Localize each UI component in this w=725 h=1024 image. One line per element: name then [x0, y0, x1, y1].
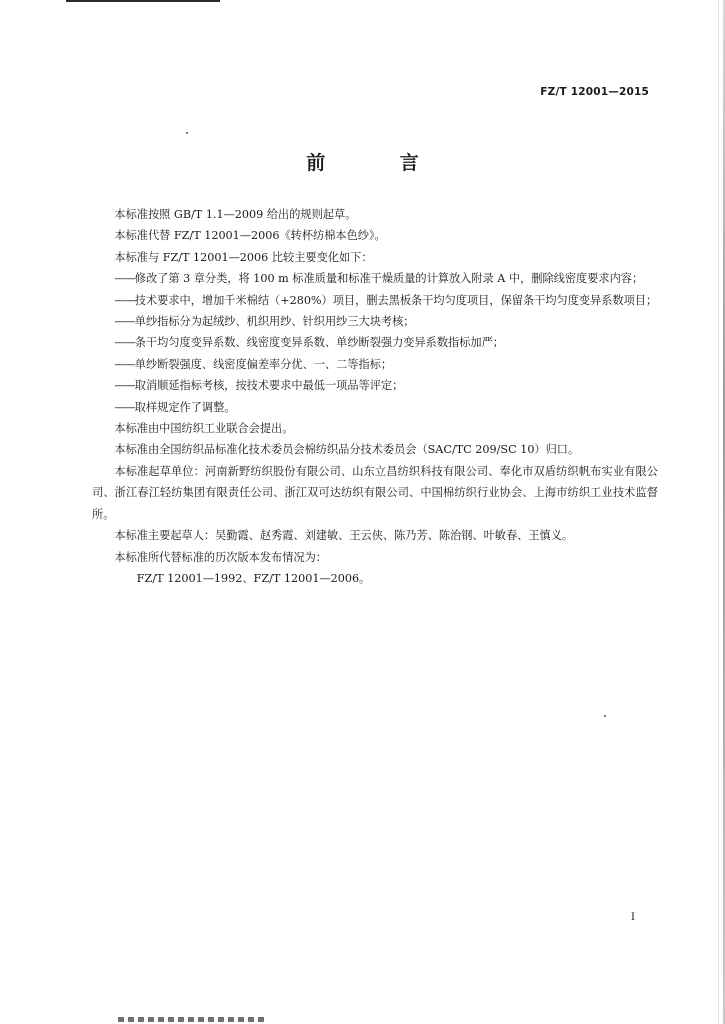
list-dash: —— — [114, 357, 135, 371]
paragraph: 本标准由中国纺织工业联合会提出。 — [114, 422, 294, 436]
list-item — [114, 375, 658, 396]
scan-artifact-top-line — [66, 0, 220, 2]
paragraph: 本标准主要起草人：吴勤霞、赵秀霞、刘建敏、王云侠、陈乃芳、陈治钢、叶敏春、王慎义。 — [114, 529, 574, 543]
list-dash: —— — [114, 336, 135, 350]
list-item-text: 取消顺延指标考核，按技术要求中最低一项品等评定； — [134, 379, 404, 393]
list-dash: —— — [114, 293, 135, 307]
paragraph: 本标准起草单位：河南新野纺织股份有限公司、山东立昌纺织科技有限公司、奉化市双盾纺织帆布实业有限公司、浙江春江轻纺集团有限责任公司、浙江双可达纺织有限公司、中国棉纺织行业协会、上海市纺织工业技术监督所。 — [92, 464, 658, 521]
list-dash: —— — [114, 272, 135, 286]
paragraph: FZ/T 12001—1992、FZ/T 12001—2006。 — [136, 571, 371, 585]
list-item — [114, 354, 658, 375]
list-dash: —— — [114, 400, 135, 414]
list-item — [114, 268, 658, 289]
list-dash: —— — [114, 379, 135, 393]
list-dash: —— — [114, 315, 135, 329]
paragraph: 本标准所代替标准的历次版本发布情况为： — [114, 550, 327, 564]
list-item-text: 单纱断裂强度、线密度偏差率分优、一、二等指标； — [134, 357, 393, 371]
scan-speck — [186, 132, 188, 134]
list-item-text: 修改了第 3 章分类，将 100 m 标准质量和标准干燥质量的计算放入附录 A 中，删除线密度要求内容； — [134, 272, 644, 286]
paragraph: 本标准由全国纺织品标准化技术委员会棉纺织品分技术委员会（SAC/TC 209/SC 10）归口。 — [114, 443, 580, 457]
list-item — [114, 311, 658, 332]
list-item — [114, 332, 658, 353]
paragraph: 本标准代替 FZ/T 12001—2006《转杯纺棉本色纱》。 — [114, 229, 386, 243]
document-body — [92, 204, 658, 589]
list-item — [114, 397, 658, 418]
scan-speck — [604, 715, 606, 717]
list-item — [114, 290, 658, 311]
page-number: I — [631, 912, 635, 923]
list-item-text: 技术要求中，增加千米棉结（+280%）项目，删去黑板条干均匀度项目，保留条干均匀度变异系数项目； — [134, 293, 658, 307]
scan-artifact-bottom — [118, 1017, 268, 1022]
page-title: 前 言 — [306, 152, 453, 174]
standard-code: FZ/T 12001—2015 — [540, 86, 649, 98]
paragraph: 本标准与 FZ/T 12001—2006 比较主要变化如下： — [114, 250, 373, 264]
list-item-text: 取样规定作了调整。 — [134, 400, 236, 414]
list-item-text: 条干均匀度变异系数、线密度变异系数、单纱断裂强力变异系数指标加严； — [134, 336, 504, 350]
list-item-text: 单纱指标分为起绒纱、机织用纱、针织用纱三大块考核； — [134, 315, 415, 329]
paragraph: 本标准按照 GB/T 1.1—2009 给出的规则起草。 — [114, 208, 357, 221]
